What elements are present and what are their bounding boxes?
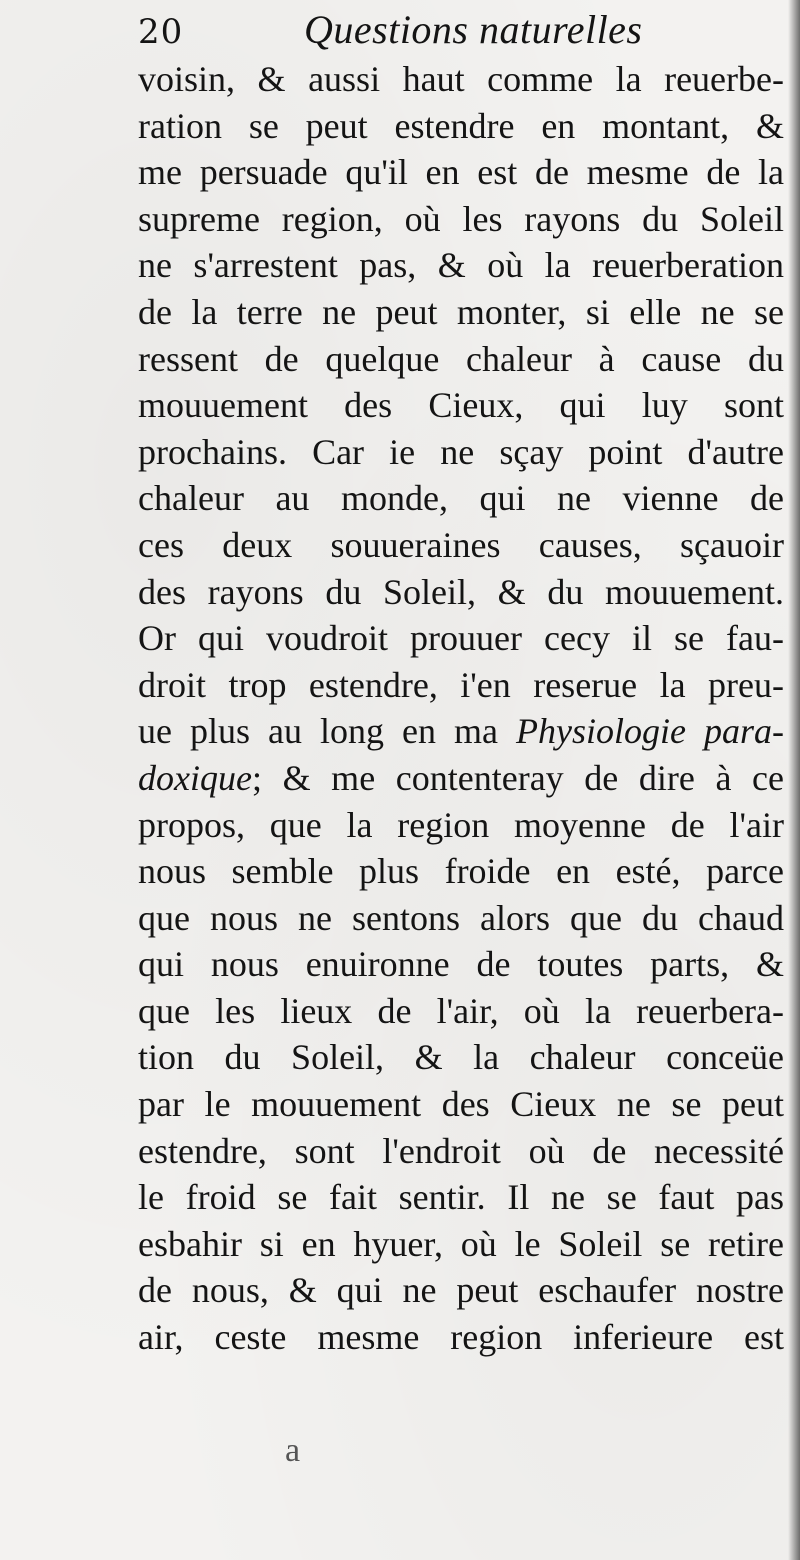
- text-line: tion du Soleil, & la chaleur conceüe: [138, 1037, 784, 1078]
- bottom-mark: a: [285, 1432, 301, 1469]
- text-line: de nous, & qui ne peut eschaufer nostre: [138, 1270, 784, 1311]
- text-line: voisin, & aussi haut comme la reuerbe-: [138, 59, 784, 99]
- text-line: propos, que la region moyenne de l'air: [138, 804, 784, 845]
- page-number: 20: [138, 12, 184, 52]
- text-line: de la terre ne peut monter, si elle ne se: [138, 291, 784, 332]
- text-line: Or qui voudroit prouuer cecy il se fau-: [138, 618, 784, 659]
- text-line: air, ceste mesme region inferieure est: [138, 1317, 784, 1358]
- text-line: des rayons du Soleil, & du mouuement.: [138, 571, 784, 612]
- running-title: Questions naturelles: [304, 7, 643, 52]
- italic-title-part-2: doxique: [138, 757, 252, 798]
- text-line: ces deux souueraines causes, sçauoir: [138, 524, 784, 565]
- text-line-mixed: [138, 708, 784, 755]
- text-line: que les lieux de l'air, où la reuerbera-: [138, 990, 784, 1031]
- text-line: par le mouuement des Cieux ne se peut: [138, 1084, 784, 1125]
- text-line: ne s'arrestent pas, & où la reuerberation: [138, 245, 784, 286]
- text-line: ration se peut estendre en montant, &: [138, 105, 784, 146]
- text-line: le froid se fait sentir. Il ne se faut pas: [138, 1177, 784, 1218]
- text-line: qui nous enuironne de toutes parts, &: [138, 944, 784, 985]
- text-line-mixed: [138, 755, 784, 802]
- text-line: droit trop estendre, i'en reserue la preu-: [138, 664, 784, 705]
- text-fragment: ; & me contenteray de dire à ce: [251, 757, 784, 798]
- text-fragment: ue plus au long en ma: [138, 711, 517, 752]
- text-line: me persuade qu'il en est de mesme de la: [138, 152, 784, 193]
- text-line: chaleur au monde, qui ne vienne de: [138, 478, 784, 519]
- text-line: prochains. Car ie ne sçay point d'autre: [138, 431, 784, 472]
- text-line: mouuement des Cieux, qui luy sont: [138, 385, 784, 426]
- text-line: esbahir si en hyuer, où le Soleil se retire: [138, 1223, 784, 1264]
- body-text: [138, 56, 784, 1361]
- text-line: que nous ne sentons alors que du chaud: [138, 897, 784, 938]
- page-header: [120, 8, 680, 56]
- text-line: ressent de quelque chaleur à cause du: [138, 338, 784, 379]
- text-line: estendre, sont l'endroit où de necessité: [138, 1130, 784, 1171]
- text-line: supreme region, où les rayons du Soleil: [138, 198, 784, 239]
- italic-title-part-1: Physiologie para-: [516, 711, 784, 752]
- text-line: nous semble plus froide en esté, parce: [138, 851, 784, 892]
- page-edge-shadow: [788, 0, 800, 1560]
